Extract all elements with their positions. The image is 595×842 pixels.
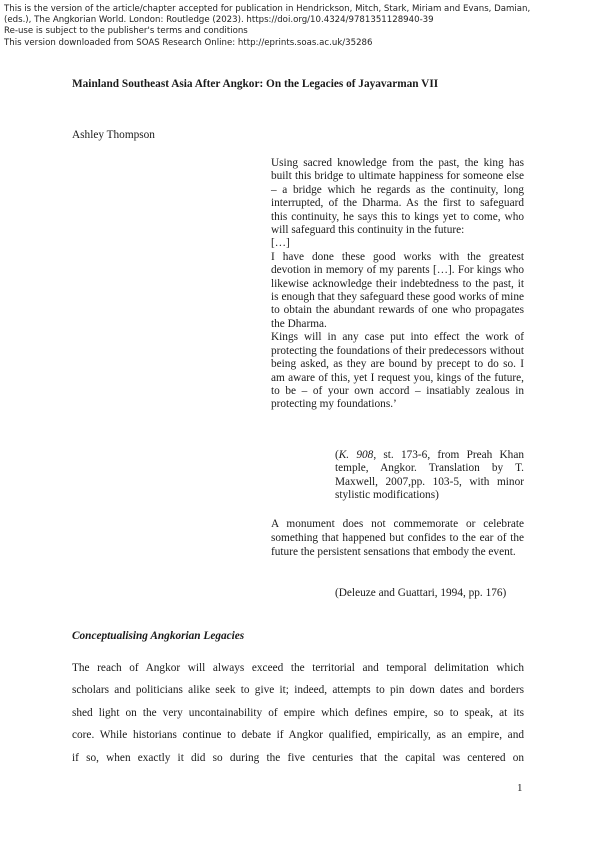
author-name: Ashley Thompson (72, 129, 155, 141)
header-line: Re-use is subject to the publisher's terms and conditions (4, 26, 248, 37)
paper-title: Mainland Southeast Asia After Angkor: On the Legacies of Jayavarman VII (72, 78, 439, 90)
epigraph-ellipsis: […] (271, 237, 290, 250)
epigraph-paragraph: Kings will in any case put into effect the work of protecting the foundations of their predecessors without being asked, as they are bound by precept to do so. I am aware of this, yet I request you, kings of the future, to be – of your own accord – insatiably zealous in protecting my foundations.’ (271, 331, 524, 411)
header-line: This version downloaded from SOAS Research Online: http://eprints.soas.ac.uk/35286 (4, 37, 373, 48)
epigraph-citation: (K. 908, st. 173-6, from Preah Khan temple, Angkor. Translation by T. Maxwell, 2007,pp. 103-5, with minor stylistic modifications) (335, 449, 524, 502)
repository-header (4, 4, 584, 49)
section-heading: Conceptualising Angkorian Legacies (72, 630, 245, 642)
citation-text: , st. 173-6, from Preah Khan temple, Angkor. Translation by T. Maxwell, 2007,pp. 103-5, with minor stylistic modifications) (335, 449, 524, 502)
epigraph-paragraph: I have done these good works with the greatest devotion in memory of my parents […]. For kings who likewise acknowledge their indebtedness to the past, it is enough that they safeguard these good works of mine to obtain the abundant rewards of one who propagates the Dharma. (271, 250, 524, 330)
header-line: (eds.), The Angkorian World. London: Routledge (2023). https://doi.org/10.4324/9781351128940-39 (4, 15, 434, 26)
second-epigraph: A monument does not commemorate or celebrate something that happened but confides to the ear of the future the persistent sensations that embody the event. (271, 518, 524, 559)
body-paragraph (72, 657, 524, 769)
page-number: 1 (517, 782, 523, 794)
body-line: scholars and politicians alike seek to give it; indeed, attempts to pin down dates and borders (72, 684, 524, 697)
body-line: core. While historians continue to debate if Angkor qualified, empirically, as an empire, and (72, 729, 524, 742)
header-line: This is the version of the article/chapter accepted for publication in Hendrickson, Mitch, Stark, Miriam and Evans, Damian, (4, 4, 531, 14)
body-line: if so, when exactly it did so during the five centuries that the capital was centered on (72, 751, 524, 764)
epigraph-paragraph: Using sacred knowledge from the past, the king has built this bridge to ultimate happiness for someone else – a bridge which he regards as the continuity, long interrupted, of the Dharma. As the first to safeguard this continuity, he says this to kings yet to come, who will safeguard this continuity in the future: (271, 157, 524, 237)
epigraph-quote (271, 157, 524, 412)
body-line: The reach of Angkor will always exceed the territorial and temporal delimitation which (72, 662, 524, 674)
second-epigraph-citation: (Deleuze and Guattari, 1994, pp. 176) (335, 587, 507, 599)
body-line: shed light on the very uncontainability of empire which defines empire, so to speak, at its (72, 706, 524, 719)
inscription-reference: K. 908 (338, 449, 374, 461)
